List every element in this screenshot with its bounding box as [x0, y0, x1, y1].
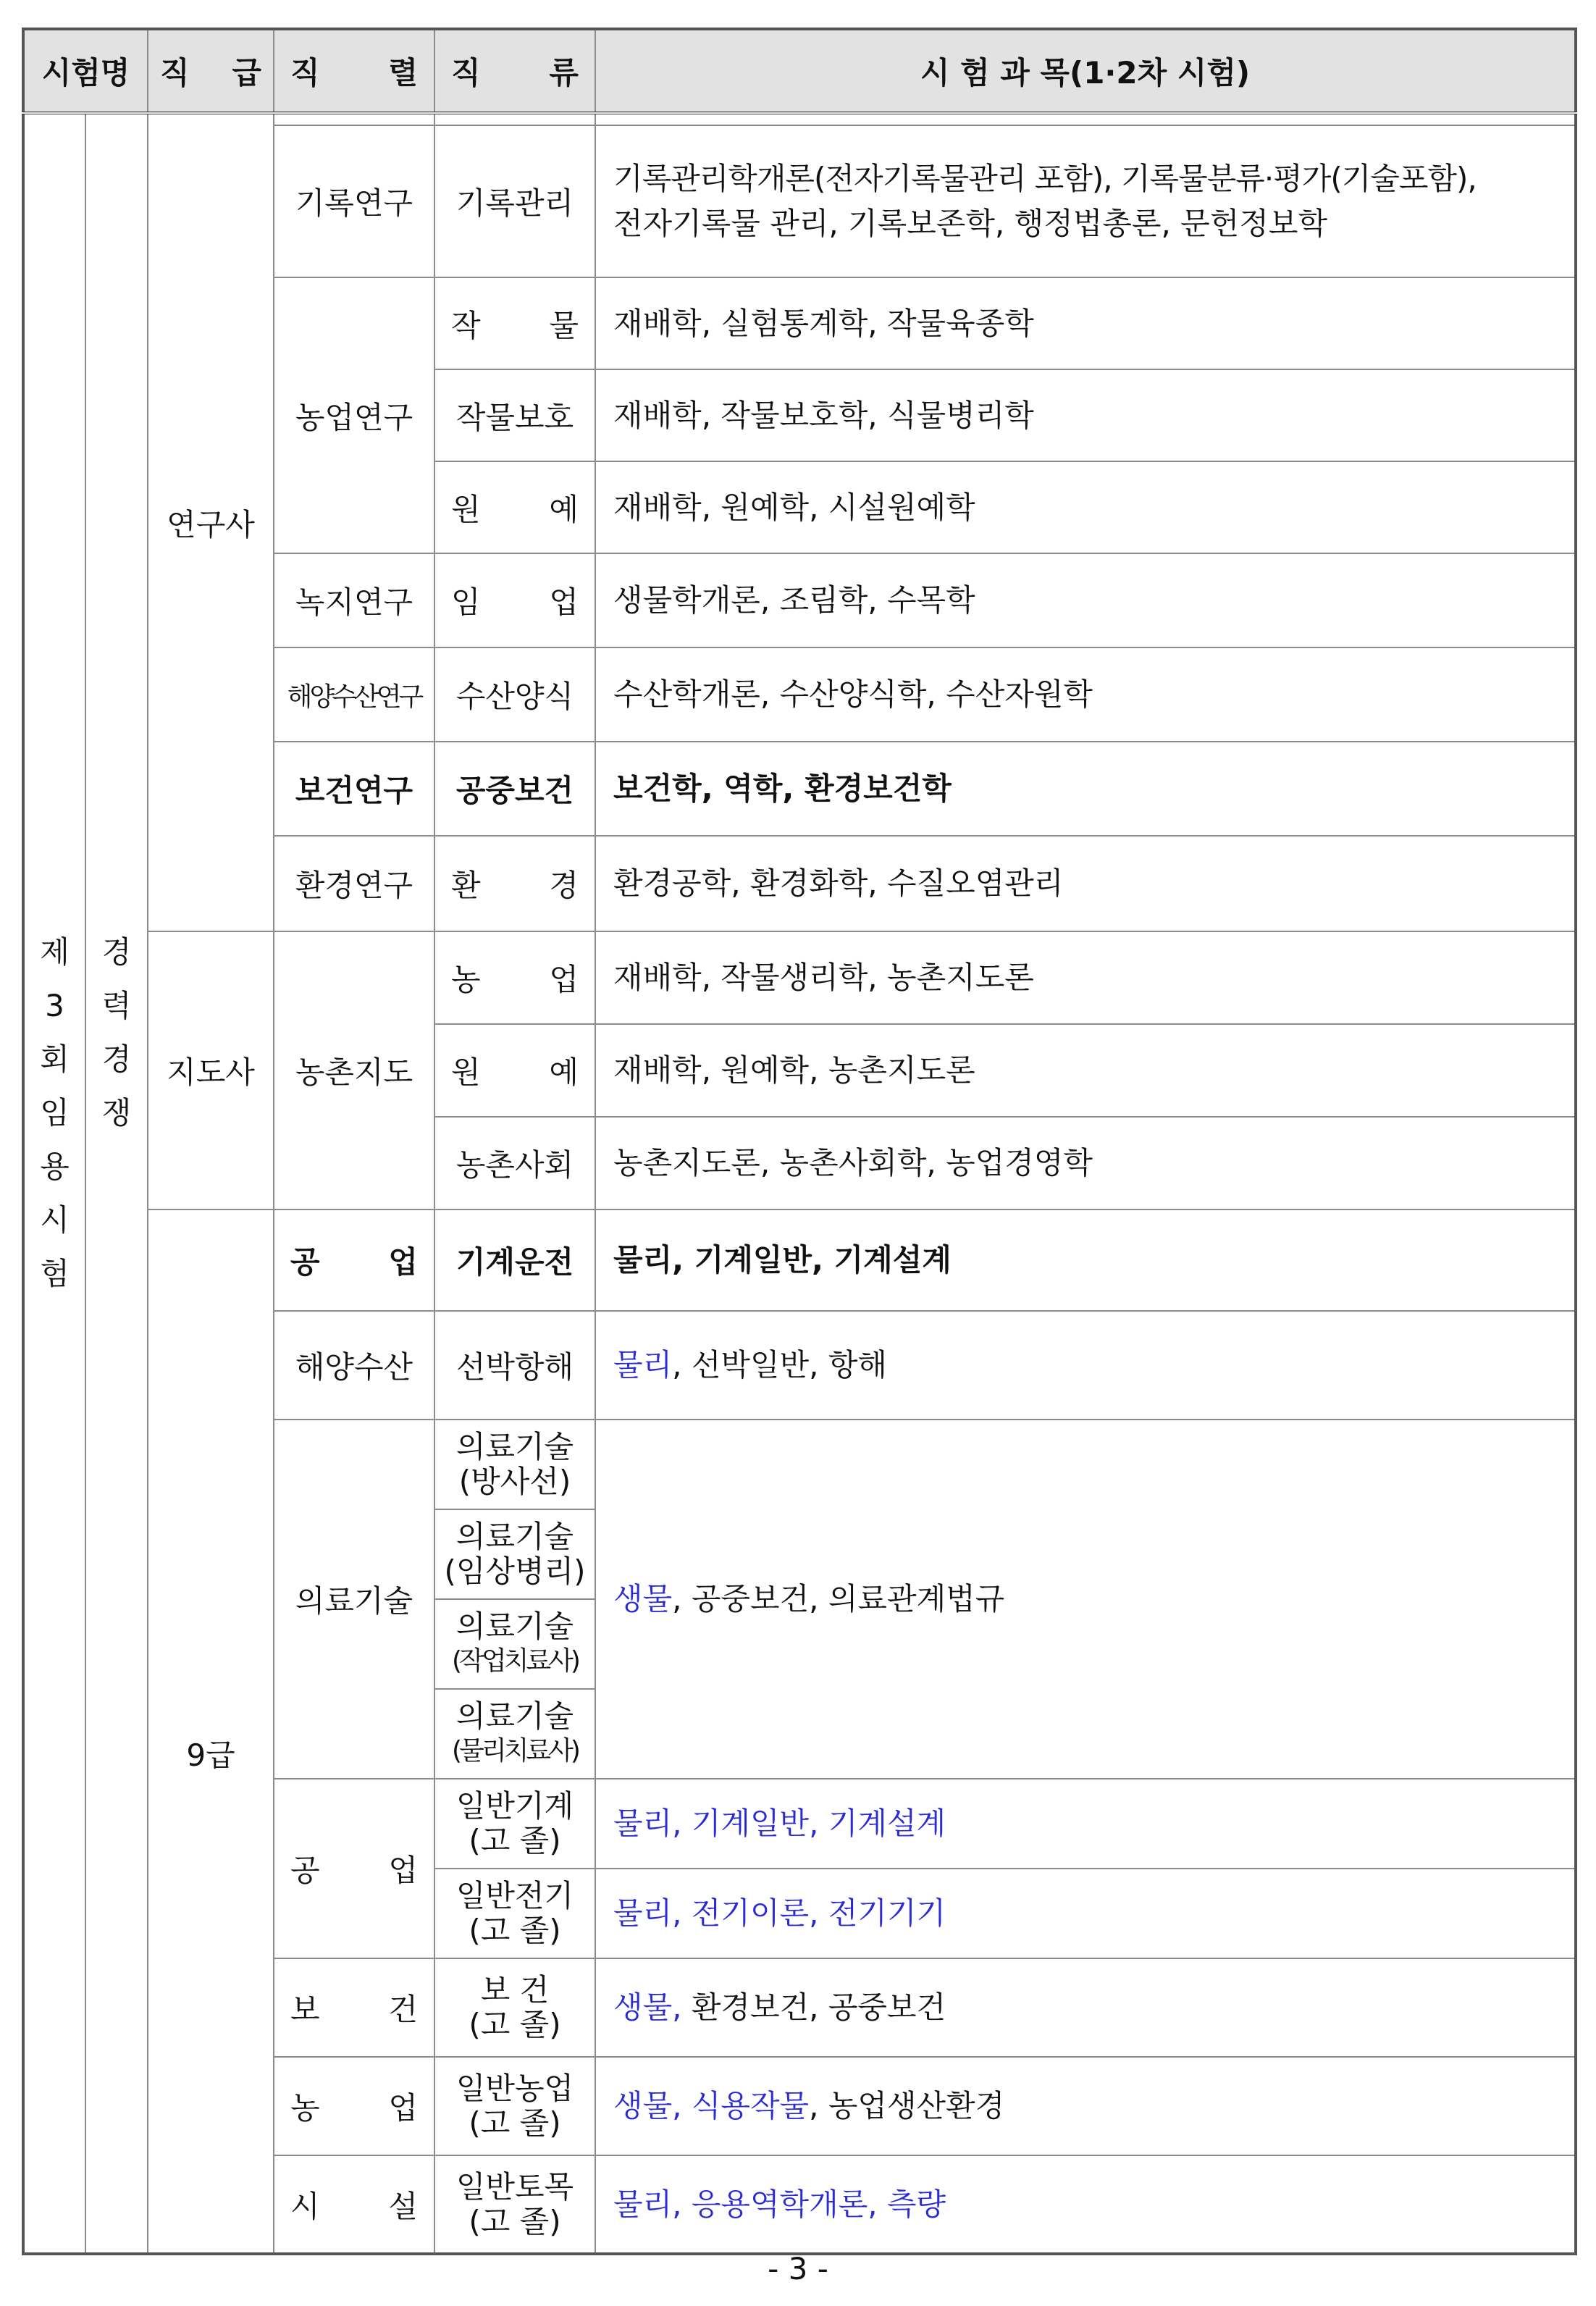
table-row [23, 931, 1576, 1024]
subjects-cell: 보건학, 역학, 환경보건학 [595, 742, 1576, 836]
subjects-cell: 생물, 식용작물, 농업생산환경 [595, 2057, 1576, 2155]
class-cell: 원 예 [434, 1024, 595, 1117]
class-cell: 선박항해 [434, 1311, 595, 1420]
subjects-cell: 재배학, 작물보호학, 식물병리학 [595, 369, 1576, 461]
series-cell: 공 업 [274, 1209, 434, 1311]
subjects-cell: 물리, 선박일반, 항해 [595, 1311, 1576, 1420]
series-cell: 녹지연구 [274, 553, 434, 647]
class-cell: 일반농업 (고 졸) [434, 2057, 595, 2155]
class-cell: 의료기술 (작업치료사) [434, 1599, 595, 1689]
grade-instructor: 지도사 [148, 931, 274, 1209]
class-cell: 일반전기 (고 졸) [434, 1869, 595, 1958]
subjects-cell: 생물, 공중보건, 의료관계법규 [595, 1420, 1576, 1779]
subjects-cell: 생물, 환경보건, 공중보건 [595, 1958, 1576, 2057]
series-cell: 농업연구 [274, 277, 434, 553]
header-class: 직 류 [434, 29, 595, 113]
subjects-cell: 물리, 기계일반, 기계설계 [595, 1779, 1576, 1869]
class-cell: 환 경 [434, 836, 595, 931]
class-cell: 작 물 [434, 277, 595, 369]
subjects-cell: 재배학, 원예학, 시설원예학 [595, 461, 1576, 553]
class-cell: 보 건 (고 졸) [434, 1958, 595, 2057]
class-cell: 일반기계 (고 졸) [434, 1779, 595, 1869]
class-cell: 의료기술 (물리치료사) [434, 1689, 595, 1779]
series-cell: 기록연구 [274, 125, 434, 277]
series-cell: 의료기술 [274, 1420, 434, 1779]
header-grade: 직 급 [148, 29, 274, 113]
series-cell: 공 업 [274, 1779, 434, 1958]
subjects-cell: 물리, 응용역학개론, 측량 [595, 2155, 1576, 2254]
subjects-cell: 생물학개론, 조림학, 수목학 [595, 553, 1576, 647]
series-cell: 해양수산 [274, 1311, 434, 1420]
grade-researcher: 연구사 [148, 113, 274, 931]
series-cell: 농 업 [274, 2057, 434, 2155]
subjects-cell: 재배학, 작물생리학, 농촌지도론 [595, 931, 1576, 1024]
header-exam-name: 시험명 [23, 29, 148, 113]
class-cell: 임 업 [434, 553, 595, 647]
class-cell: 농촌사회 [434, 1117, 595, 1209]
header-row [23, 29, 1576, 113]
grade-9: 9급 [148, 1209, 274, 2254]
subjects-cell: 기록관리학개론(전자기록물관리 포함), 기록물분류·평가(기술포함), 전자기록물 관리, 기록보존학, 행정법총론, 문헌정보학 [595, 125, 1576, 277]
class-cell: 의료기술 (방사선) [434, 1420, 595, 1509]
series-cell: 보건연구 [274, 742, 434, 836]
class-cell: 작물보호 [434, 369, 595, 461]
class-cell: 기계운전 [434, 1209, 595, 1311]
subjects-cell: 수산학개론, 수산양식학, 수산자원학 [595, 647, 1576, 742]
subjects-cell: 농촌지도론, 농촌사회학, 농업경영학 [595, 1117, 1576, 1209]
subjects-cell: 물리, 전기이론, 전기기기 [595, 1869, 1576, 1958]
class-cell: 기록관리 [434, 125, 595, 277]
class-cell: 일반토목 (고 졸) [434, 2155, 595, 2254]
spacer-row [23, 113, 1576, 125]
series-cell: 보 건 [274, 1958, 434, 2057]
subjects-cell: 물리, 기계일반, 기계설계 [595, 1209, 1576, 1311]
class-cell: 공중보건 [434, 742, 595, 836]
class-cell: 의료기술 (임상병리) [434, 1509, 595, 1599]
series-cell: 환경연구 [274, 836, 434, 931]
header-subjects: 시 험 과 목(1·2차 시험) [595, 29, 1576, 113]
class-cell: 수산양식 [434, 647, 595, 742]
exam-type-cell: 경력경쟁 [85, 113, 148, 2254]
table-row [23, 1209, 1576, 1311]
exam-name-cell: 제3회 임용시험 [23, 113, 85, 2254]
series-cell: 시 설 [274, 2155, 434, 2254]
subjects-cell: 환경공학, 환경화학, 수질오염관리 [595, 836, 1576, 931]
class-cell: 농 업 [434, 931, 595, 1024]
page-number: - 3 - [768, 2251, 828, 2286]
series-cell: 농촌지도 [274, 931, 434, 1209]
header-series: 직 렬 [274, 29, 434, 113]
subjects-cell: 재배학, 원예학, 농촌지도론 [595, 1024, 1576, 1117]
exam-subjects-table [22, 28, 1577, 2255]
subjects-cell: 재배학, 실험통계학, 작물육종학 [595, 277, 1576, 369]
series-cell: 해양수산연구 [274, 647, 434, 742]
class-cell: 원 예 [434, 461, 595, 553]
